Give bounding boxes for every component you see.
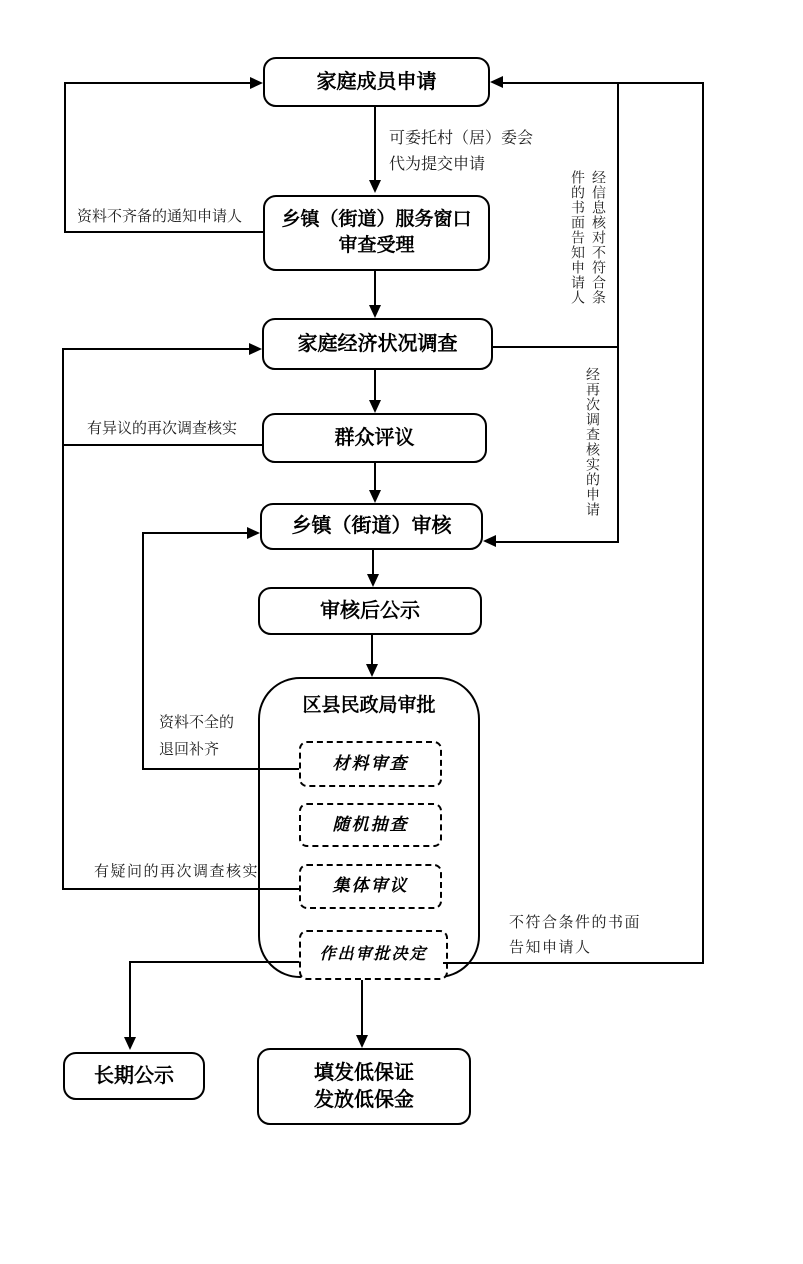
node-issue-benefit-line1: 填发低保证 xyxy=(314,1061,414,1084)
node-issue-benefit xyxy=(257,1048,471,1125)
label-reverified-application-vertical: 经再次调查核实的申请 xyxy=(584,367,599,517)
feedback-reverify-vline xyxy=(62,348,64,889)
feedback-incomplete-vline xyxy=(64,82,66,233)
step-approval-decision xyxy=(299,930,448,980)
right-outer-vline xyxy=(702,82,704,964)
label-not-qualified-line2: 告知申请人 xyxy=(509,940,592,956)
right-inner-vline xyxy=(617,82,619,543)
feedback-objection-hline xyxy=(62,444,263,446)
arrow-audit-to-publicity-line xyxy=(372,550,374,574)
right-into-audit-hline xyxy=(496,541,619,543)
feedback-return-vline xyxy=(142,532,144,769)
node-public-review xyxy=(262,413,487,463)
branch-decision-to-publicity-hline xyxy=(129,961,299,963)
label-incomplete-notify: 资料不齐备的通知申请人 xyxy=(77,209,243,225)
step-collective-deliberation xyxy=(299,864,442,909)
node-issue-benefit-line2: 发放低保金 xyxy=(314,1088,414,1111)
feedback-incomplete-head xyxy=(250,77,263,89)
node-economic-survey xyxy=(262,318,493,370)
step-random-check-label: 随机抽查 xyxy=(332,814,409,834)
feedback-incomplete-hline xyxy=(64,231,265,233)
step-approval-decision-label: 作出审批决定 xyxy=(319,946,428,964)
feedback-incomplete-top-hline xyxy=(64,82,250,84)
arrow-review-to-audit-line xyxy=(374,463,376,490)
branch-decision-to-publicity-vline xyxy=(129,961,131,1037)
feedback-doubt-hline xyxy=(62,888,299,890)
arrow-review-to-audit-head xyxy=(369,490,381,503)
step-random-check xyxy=(299,803,442,847)
node-township-audit-label: 乡镇（街道）审核 xyxy=(291,515,452,537)
branch-decision-to-publicity-head xyxy=(124,1037,136,1050)
right-into-apply-head xyxy=(490,76,503,88)
node-service-window-line1: 乡镇（街道）服务窗口 xyxy=(281,209,472,231)
step-collective-deliberation-label: 集体审议 xyxy=(332,876,409,896)
label-not-qualified-line1: 不符合条件的书面 xyxy=(509,915,642,931)
feedback-reverify-head xyxy=(249,343,262,355)
step-material-review-label: 材料审查 xyxy=(332,753,409,773)
bureau-approval-title: 区县民政局审批 xyxy=(302,695,436,716)
label-objection-reverify: 有异议的再次调查核实 xyxy=(87,421,238,437)
node-public-review-label: 群众评议 xyxy=(334,426,415,449)
node-audit-publicity xyxy=(258,587,482,635)
feedback-return-top-hline xyxy=(142,532,247,534)
arrow-window-to-survey-line xyxy=(374,271,376,305)
label-info-check-notify-vertical: 经信息核对不符合条件的书面告知申请人 xyxy=(569,170,605,305)
label-incomplete-return-line1: 资料不全的 xyxy=(159,715,235,731)
node-long-term-publicity xyxy=(63,1052,205,1100)
node-bureau-approval xyxy=(258,677,480,978)
arrow-window-to-survey-head xyxy=(369,305,381,318)
right-survey-out-hline xyxy=(493,346,619,348)
node-service-window-line2: 审查受理 xyxy=(338,235,415,256)
arrow-publicity-to-bureau-line xyxy=(371,635,373,664)
node-audit-publicity-label: 审核后公示 xyxy=(320,599,420,622)
feedback-return-head xyxy=(247,527,260,539)
label-entrust-line1: 可委托村（居）委会 xyxy=(389,130,534,147)
node-family-apply xyxy=(263,57,490,107)
label-incomplete-return-line2: 退回补齐 xyxy=(159,742,220,758)
node-family-apply-label: 家庭成员申请 xyxy=(316,70,437,93)
node-service-window xyxy=(263,195,490,271)
feedback-return-bottom-hline xyxy=(142,768,299,770)
step-material-review xyxy=(299,741,442,787)
feedback-reverify-top-hline xyxy=(62,348,249,350)
right-into-audit-head xyxy=(483,535,496,547)
arrow-bureau-to-issue-line xyxy=(361,980,363,1035)
node-economic-survey-label: 家庭经济状况调查 xyxy=(297,332,458,355)
arrow-survey-to-review-line xyxy=(374,370,376,400)
arrow-publicity-to-bureau-head xyxy=(366,664,378,677)
arrow-bureau-to-issue-head xyxy=(356,1035,368,1048)
right-top-hline xyxy=(503,82,703,84)
arrow-survey-to-review-head xyxy=(369,400,381,413)
label-doubt-reverify: 有疑问的再次调查核实 xyxy=(94,864,260,880)
arrow-apply-to-window-line xyxy=(374,107,376,180)
node-long-term-publicity-label: 长期公示 xyxy=(94,1064,174,1087)
arrow-apply-to-window-head xyxy=(369,180,381,193)
decision-notify-hline xyxy=(443,962,704,964)
label-entrust-line2: 代为提交申请 xyxy=(389,156,486,173)
arrow-audit-to-publicity-head xyxy=(367,574,379,587)
node-township-audit xyxy=(260,503,483,550)
